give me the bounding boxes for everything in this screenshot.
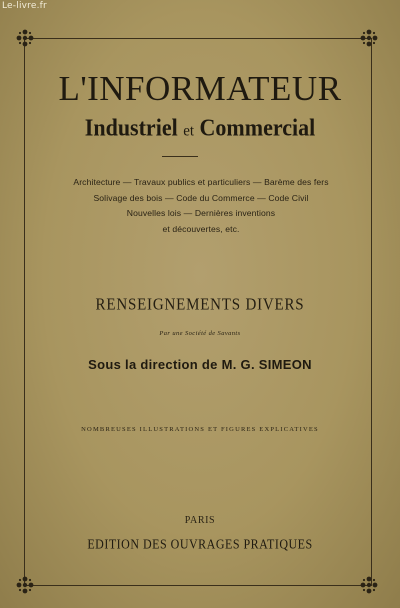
fleuron-icon xyxy=(359,575,379,595)
subtitle-connector: et xyxy=(183,122,195,140)
imprint-publisher: EDITION DES OUVRAGES PRATIQUES xyxy=(87,536,313,552)
editor-line: Sous la direction de M. G. SIMEON xyxy=(88,357,312,372)
topics-line: Architecture — Travaux publics et particuliers — Barème des fers xyxy=(73,177,329,187)
imprint-city: PARIS xyxy=(184,515,216,526)
fleuron-icon xyxy=(15,575,35,595)
title-divider xyxy=(162,156,198,157)
watermark-text: Le-livre.fr xyxy=(2,1,47,11)
section-heading: RENSEIGNEMENTS DIVERS xyxy=(95,295,305,315)
topics-list xyxy=(34,175,368,237)
subtitle-main: Industriel xyxy=(84,113,178,141)
illustrations-note: NOMBREUSES ILLUSTRATIONS ET FIGURES EXPLICATIVES xyxy=(81,426,319,433)
fleuron-icon xyxy=(15,28,35,48)
cover-title: L'INFORMATEUR xyxy=(58,69,342,108)
authors-line: Par une Société de Savants xyxy=(159,330,241,337)
topics-line: et découvertes, etc. xyxy=(162,223,240,234)
topics-line: Solivage des bois — Code du Commerce — Code Civil xyxy=(93,192,309,203)
cover-subtitle xyxy=(0,114,400,145)
subtitle-second: Commercial xyxy=(199,113,316,141)
topics-line: Nouvelles lois — Dernières inventions xyxy=(126,208,276,218)
fleuron-icon xyxy=(359,28,379,48)
